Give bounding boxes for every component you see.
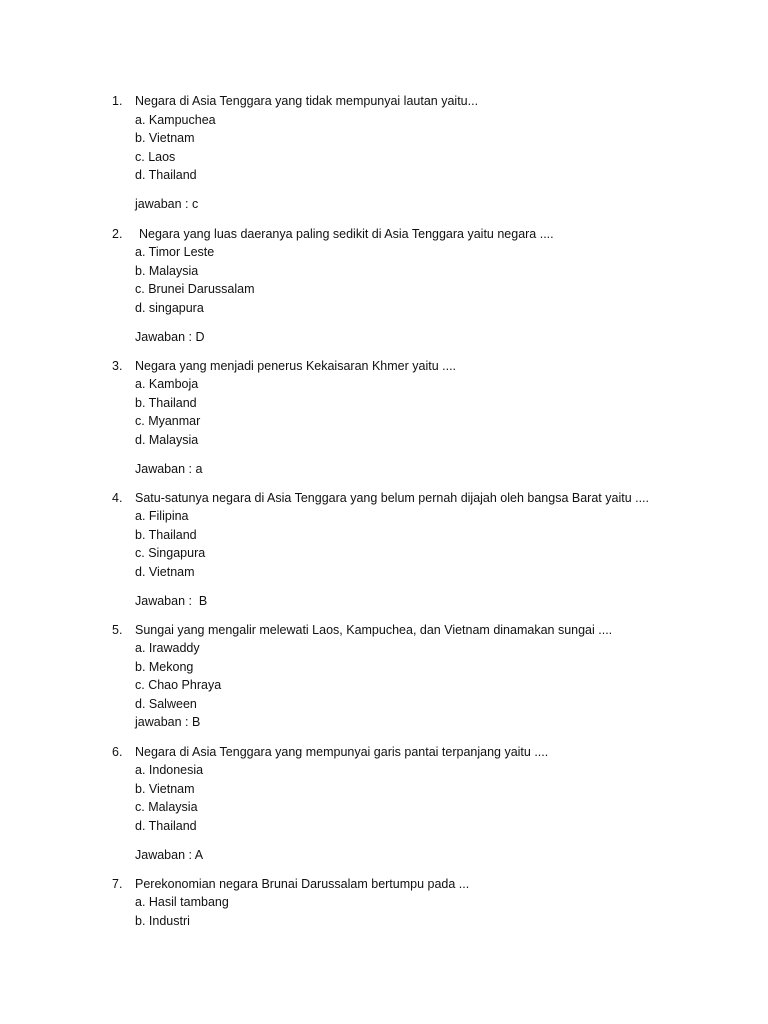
option-b: b. Malaysia [135,263,199,278]
question-line [0,489,768,508]
question-number: 6. [112,744,123,759]
option-a: a. Timor Leste [135,245,215,260]
option-d: d. Thailand [135,818,197,833]
option-d: d. Vietnam [135,564,195,579]
answer-line: jawaban : B [135,715,201,730]
question-text: Negara yang menjadi penerus Kekaisaran Khmer yaitu .... [135,358,457,373]
option-a: a. Filipina [135,509,189,524]
question-text: Negara yang luas daeranya paling sedikit di Asia Tenggara yaitu negara .... [139,226,554,241]
option-a: a. Irawaddy [135,641,200,656]
option-d: d. Salween [135,696,197,711]
question-text: Negara di Asia Tenggara yang tidak mempunyai lautan yaitu... [135,94,479,108]
question-5 [0,621,768,733]
question-line [0,743,768,762]
answer-line: Jawaban : a [135,461,203,476]
option-b: b. Thailand [135,395,197,410]
question-number: 3. [112,358,123,373]
option-c: c. Laos [135,149,176,164]
option-c: c. Brunei Darussalam [135,282,255,297]
option-a: a. Indonesia [135,763,204,778]
option-b: b. Mekong [135,659,194,674]
question-3 [0,357,768,479]
question-1 [0,92,768,214]
question-text: Perekonomian negara Brunai Darussalam bertumpu pada ... [135,876,470,891]
answer-line: jawaban : c [135,197,199,212]
question-number: 5. [112,622,123,637]
option-a: a. Hasil tambang [135,895,229,910]
question-text: Satu-satunya negara di Asia Tenggara yang belum pernah dijajah oleh bangsa Barat yaitu .... [135,490,650,505]
question-2 [0,225,768,347]
option-c: c. Malaysia [135,800,198,815]
question-text: Sungai yang mengalir melewati Laos, Kampuchea, dan Vietnam dinamakan sungai .... [135,622,613,637]
answer-line: Jawaban : A [135,847,204,862]
option-b: b. Industri [135,913,190,928]
question-number: 4. [112,490,123,505]
option-c: c. Chao Phraya [135,678,222,693]
option-c: c. Myanmar [135,414,201,429]
question-6 [0,743,768,865]
question-line [0,875,768,894]
question-text: Negara di Asia Tenggara yang mempunyai garis pantai terpanjang yaitu .... [135,744,549,759]
answer-line: Jawaban : D [135,329,205,344]
question-line [0,225,768,244]
answer-line: Jawaban : B [135,593,208,608]
option-a: a. Kamboja [135,377,199,392]
option-b: b. Vietnam [135,781,195,796]
question-line [0,92,768,111]
option-d: d. Malaysia [135,432,199,447]
option-d: d. Thailand [135,168,197,183]
option-c: c. Singapura [135,546,206,561]
question-number: 1. [112,94,123,108]
option-d: d. singapura [135,300,204,315]
question-4 [0,489,768,611]
question-number: 2. [112,226,123,241]
question-7 [0,875,768,931]
question-number: 7. [112,876,123,891]
question-line [0,357,768,376]
option-b: b. Thailand [135,527,197,542]
option-b: b. Vietnam [135,131,195,146]
question-line [0,621,768,640]
option-a: a. Kampuchea [135,112,216,127]
